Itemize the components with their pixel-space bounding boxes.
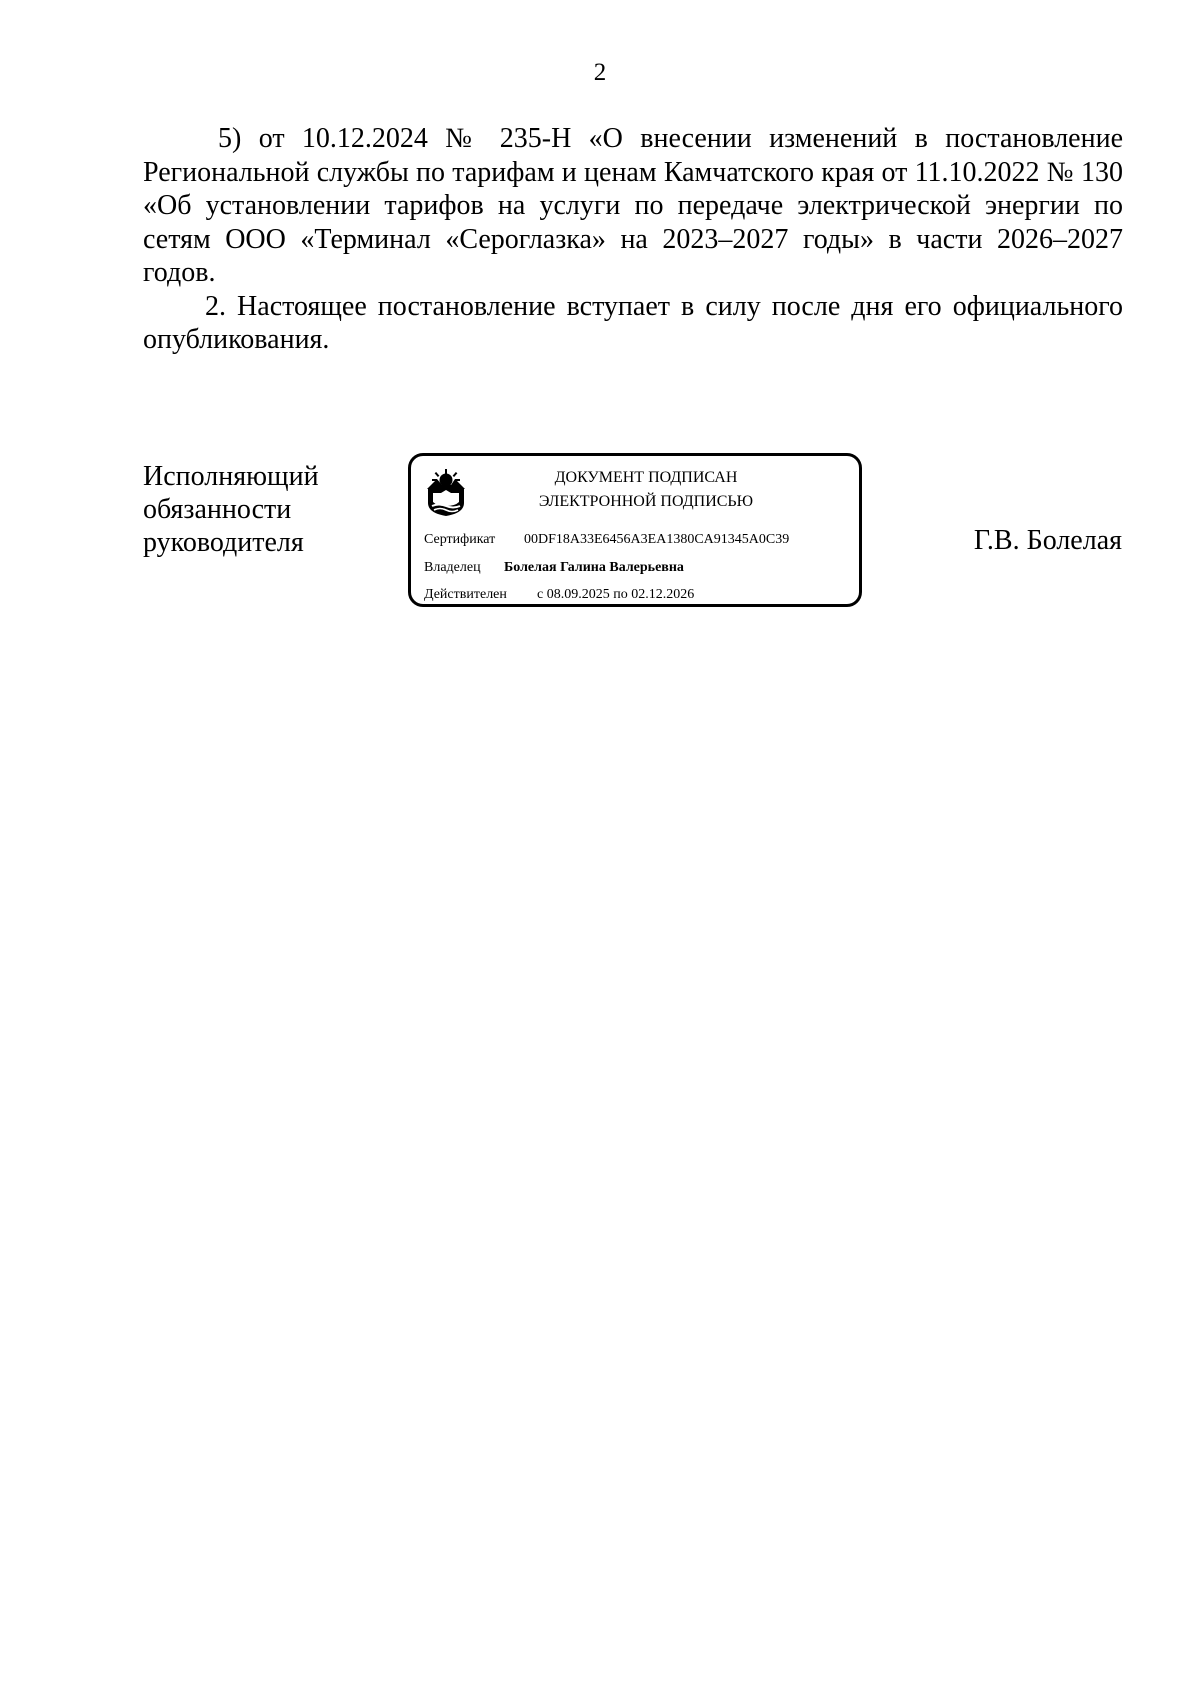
validity-label: Действителен: [424, 587, 507, 602]
paragraph-item-2: 2. Настоящее постановление вступает в силу после дня его официального опубликования.: [143, 290, 1123, 355]
stamp-certificate-row: [424, 531, 790, 549]
validity-value: с 08.09.2025 по 02.12.2026: [537, 587, 695, 602]
document-body: [143, 122, 1123, 357]
electronic-signature-stamp: [408, 453, 862, 607]
owner-label: Владелец: [424, 560, 481, 575]
certificate-value: 00DF18A33E6456A3EA1380CA91345A0C39: [524, 532, 790, 547]
paragraph-item-5: 5) от 10.12.2024 № 235-Н «О внесении изменений в постановление Региональной службы по тарифам и ценам Камчатского края от 11.10.2022 № 130 «Об установлении тарифов на услуги по передаче электрической энергии по сетям ООО «Терминал «Сероглазка» на 2023–2027 годы» в части 2026–2027 годов.: [143, 123, 1123, 288]
signer-position-line: Исполняющий: [143, 461, 319, 492]
kamchatka-coat-of-arms-icon: [425, 469, 467, 517]
owner-value: Болелая Галина Валерьевна: [504, 560, 684, 575]
page-number: 2: [593, 59, 607, 86]
stamp-validity-row: [424, 586, 695, 604]
stamp-title-line: ДОКУМЕНТ ПОДПИСАН: [554, 469, 738, 486]
signer-position-line: руководителя: [143, 527, 304, 558]
signer-name: Г.В. Болелая: [973, 525, 1122, 556]
stamp-owner-row: [424, 559, 684, 577]
signer-position: [143, 460, 319, 559]
certificate-label: Сертификат: [424, 532, 496, 547]
signer-position-line: обязанности: [143, 494, 292, 525]
stamp-title-line: ЭЛЕКТРОННОЙ ПОДПИСЬЮ: [538, 493, 754, 510]
stamp-title: [491, 466, 801, 514]
